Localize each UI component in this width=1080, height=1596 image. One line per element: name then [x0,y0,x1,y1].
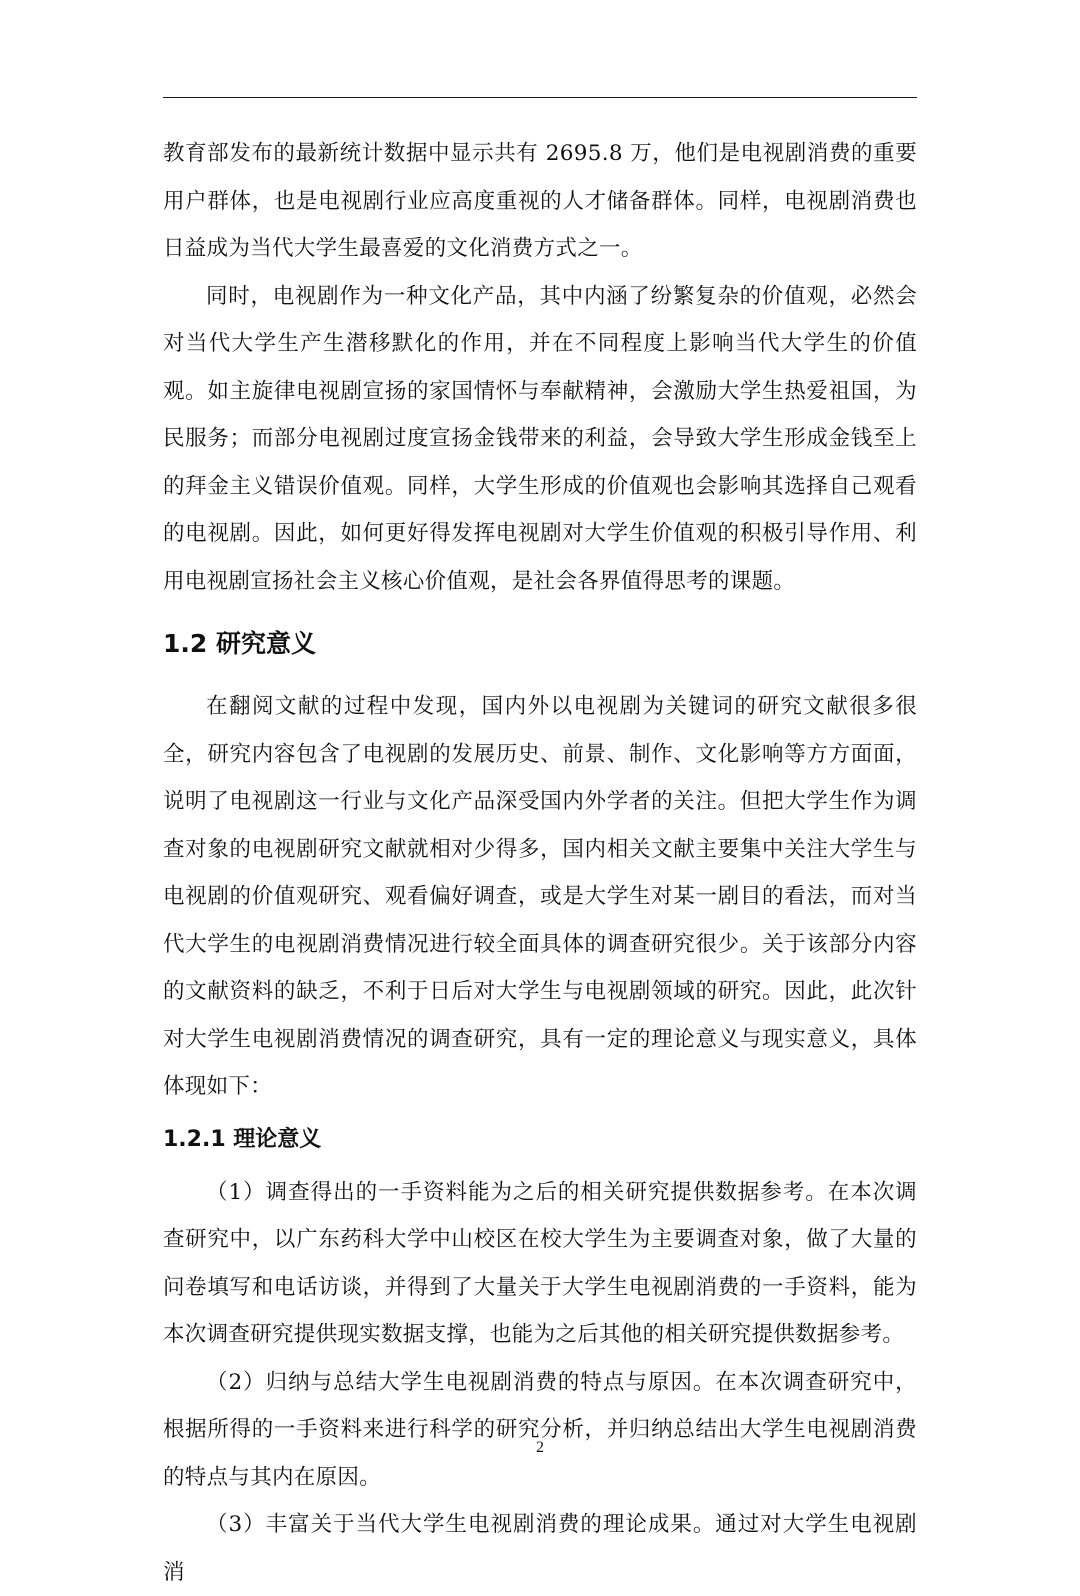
list-item-3: （3）丰富关于当代大学生电视剧消费的理论成果。通过对大学生电视剧消 [163,1512,917,1585]
page-number: 2 [536,1439,544,1456]
list-item-2: （2）归纳与总结大学生电视剧消费的特点与原因。在本次调查研究中，根据所得的一手资料来进行科学的研究分析，并归纳总结出大学生电视剧消费的特点与其内在原因。 [163,1369,917,1490]
paragraph-value-influence: 同时，电视剧作为一种文化产品，其中内涵了纷繁复杂的价值观，必然会对当代大学生产生潜移默化的作用，并在不同程度上影响当代大学生的价值观。如主旋律电视剧宣扬的家国情怀与奉献精神，会激励大学生热爱祖国，为民服务；而部分电视剧过度宣扬金钱带来的利益，会导致大学生形成金钱至上的拜金主义错误价值观。同样，大学生形成的价值观也会影响其选择自己观看的电视剧。因此，如何更好得发挥电视剧对大学生价值观的积极引导作用、利用电视剧宣扬社会主义核心价值观，是社会各界值得思考的课题。 [163,283,917,594]
page-body [163,130,917,1596]
list-item-1: （1）调查得出的一手资料能为之后的相关研究提供数据参考。在本次调查研究中，以广东药科大学中山校区在校大学生为主要调查对象，做了大量的问卷填写和电话访谈，并得到了大量关于大学生电视剧消费的一手资料，能为本次调查研究提供现实数据支撑，也能为之后其他的相关研究提供数据参考。 [163,1179,917,1347]
section-heading-research-significance: 1.2 研究意义 [163,629,316,658]
paragraph-research-significance: 在翻阅文献的过程中发现，国内外以电视剧为关键词的研究文献很多很全，研究内容包含了电视剧的发展历史、前景、制作、文化影响等方方面面，说明了电视剧这一行业与文化产品深受国内外学者的关注。但把大学生作为调查对象的电视剧研究文献就相对少得多，国内相关文献主要集中关注大学生与电视剧的价值观研究、观看偏好调查，或是大学生对某一剧目的看法，而对当代大学生的电视剧消费情况进行较全面具体的调查研究很少。关于该部分内容的文献资料的缺乏，不利于日后对大学生与电视剧领域的研究。因此，此次针对大学生电视剧消费情况的调查研究，具有一定的理论意义与现实意义，具体体现如下： [163,694,917,1099]
paragraph-continued: 教育部发布的最新统计数据中显示共有 2695.8 万，他们是电视剧消费的重要用户群体，也是电视剧行业应高度重视的人才储备群体。同样，电视剧消费也日益成为当代大学生最喜爱的文化消费方式之一。 [163,141,917,261]
subsection-heading-theoretical-significance: 1.2.1 理论意义 [163,1126,322,1152]
header-rule [163,97,917,98]
